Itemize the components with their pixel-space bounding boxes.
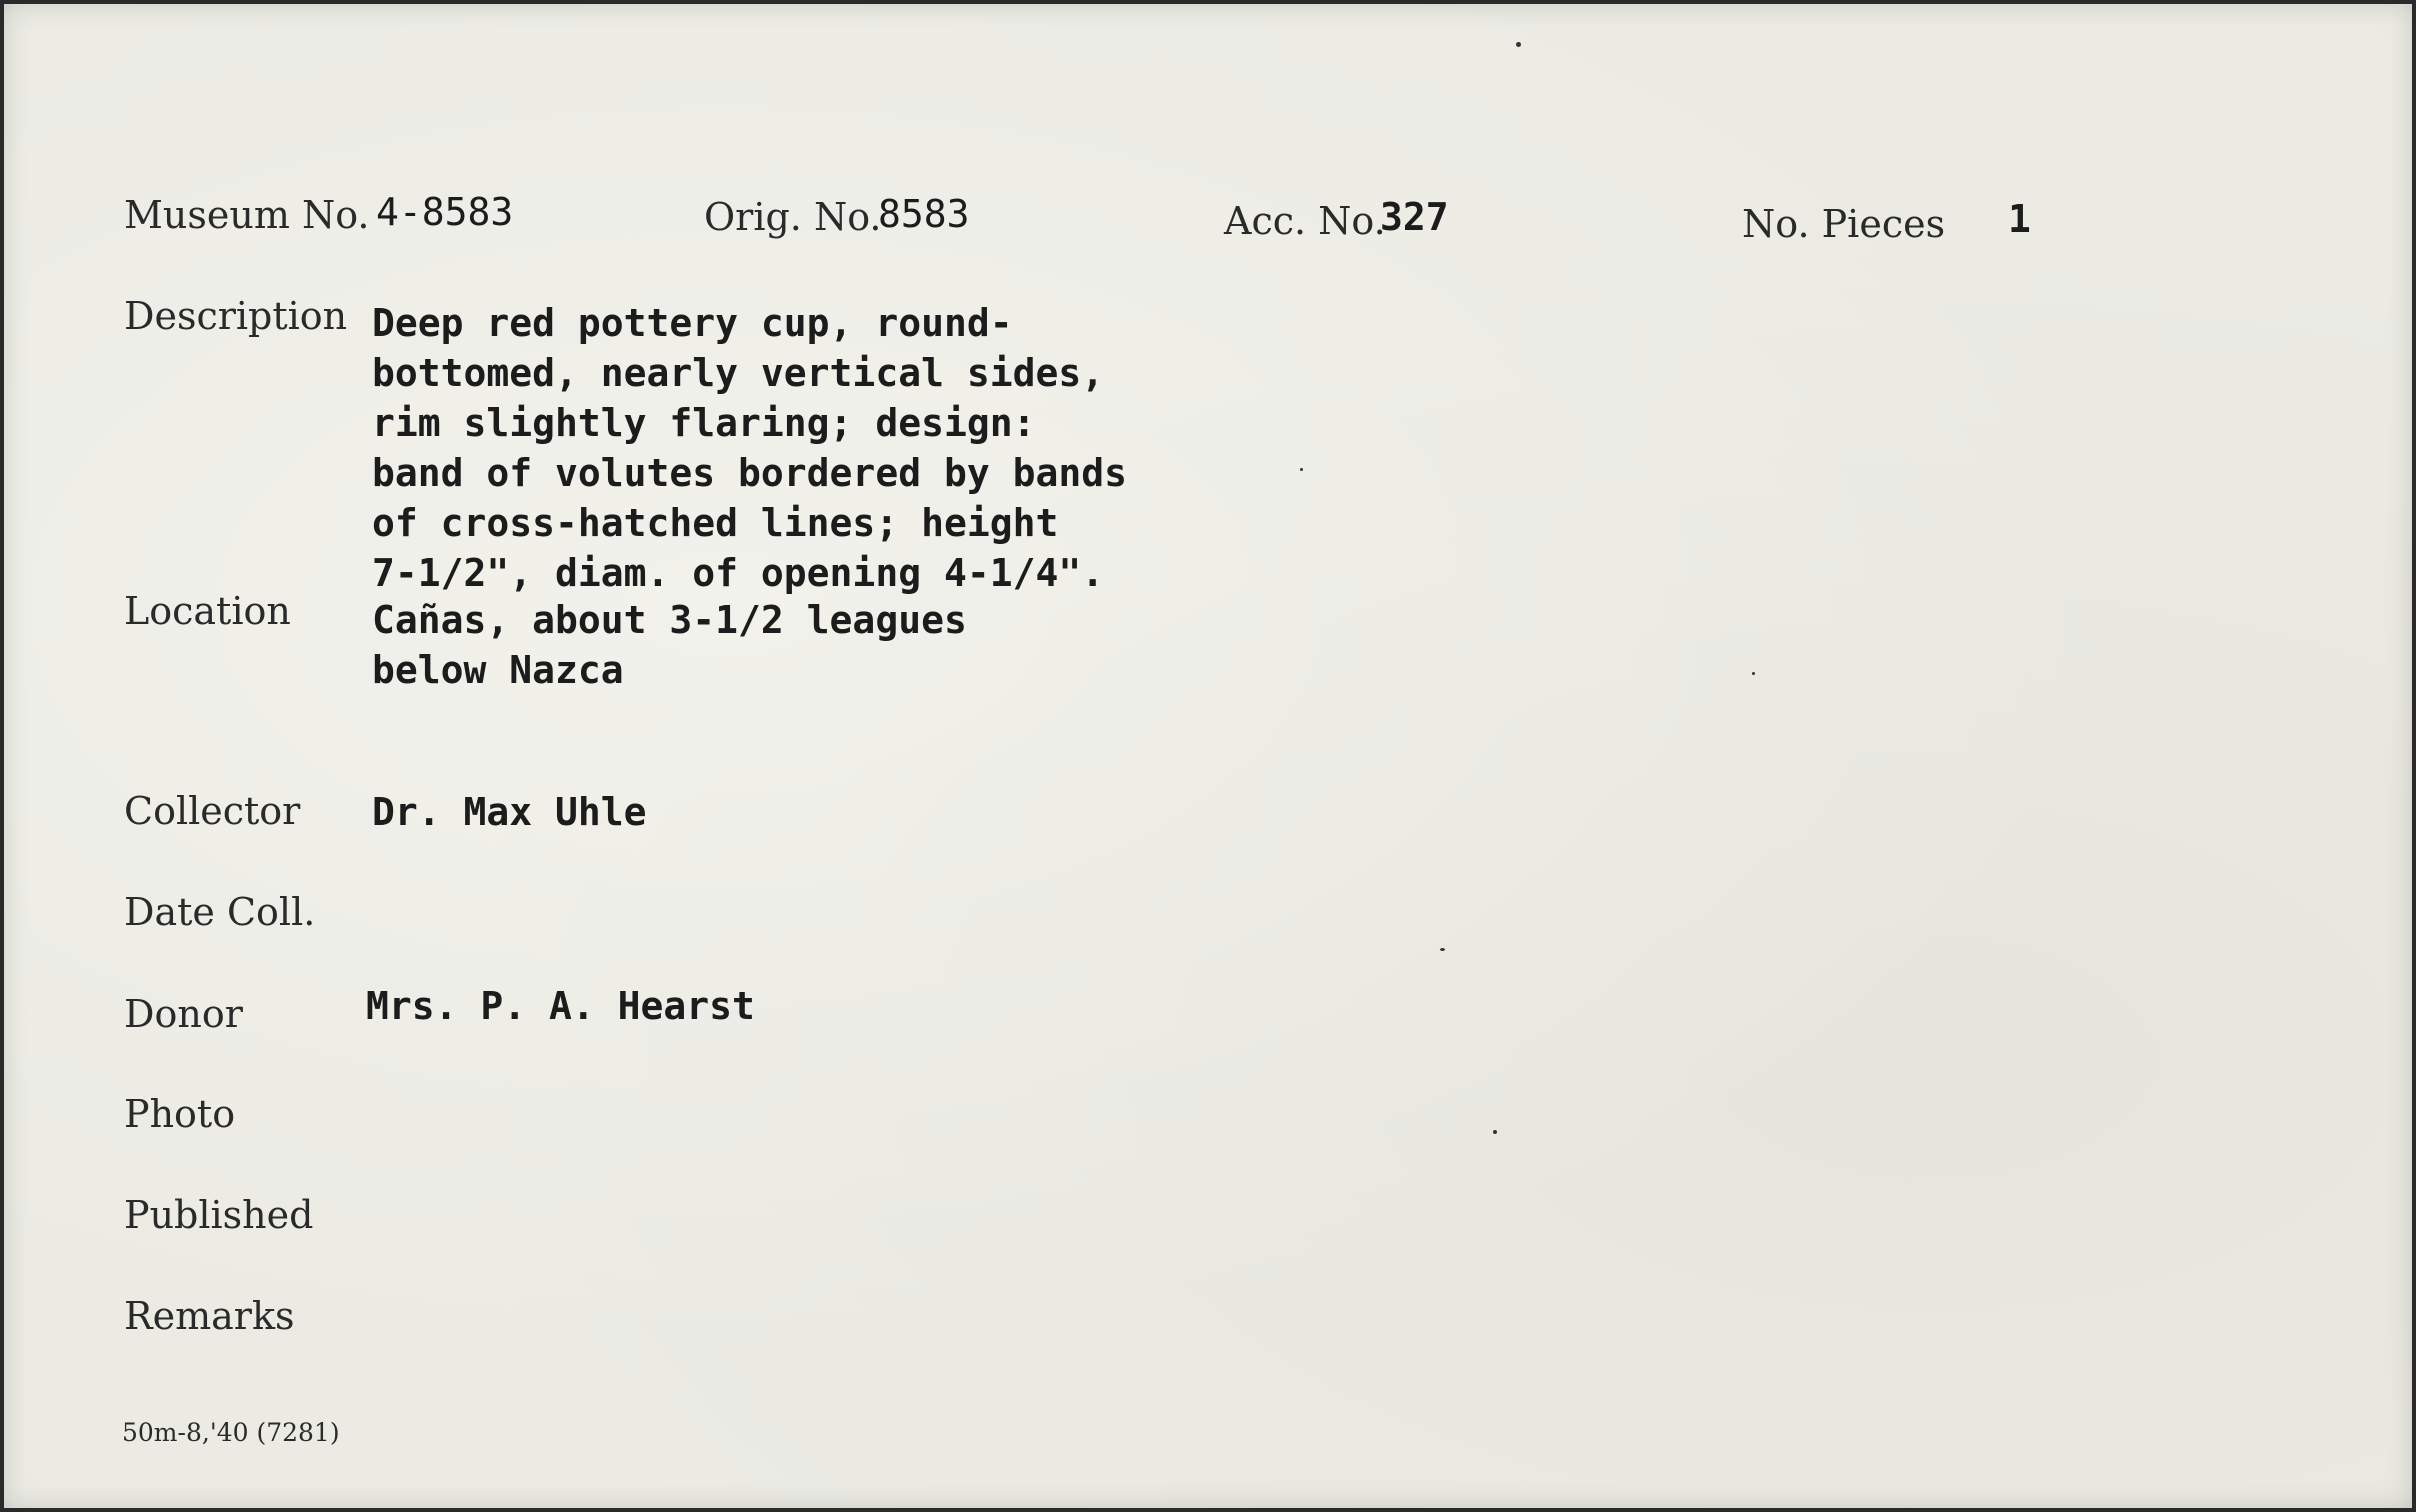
paper-speck [1752, 672, 1755, 675]
description-line: rim slightly flaring; design: [372, 401, 1036, 445]
location-label: Location [124, 589, 291, 633]
description-line: of cross-hatched lines; height [372, 501, 1059, 545]
no-pieces-value: 1 [2008, 197, 2031, 241]
location-line: below Nazca [372, 648, 624, 692]
photo-label: Photo [124, 1092, 236, 1136]
acc-no-label: Acc. No. [1224, 199, 1386, 243]
orig-no-label: Orig. No. [704, 195, 882, 239]
published-label: Published [124, 1193, 314, 1237]
no-pieces-label: No. Pieces [1742, 202, 1946, 246]
paper-speck [1493, 1130, 1497, 1134]
description-line: bottomed, nearly vertical sides, [372, 351, 1105, 395]
orig-no-value: 8583 [878, 192, 970, 236]
description-line: 7-1/2", diam. of opening 4-1/4". [372, 551, 1105, 595]
collector-label: Collector [124, 789, 301, 833]
date-coll-label: Date Coll. [124, 890, 316, 934]
location-line: Cañas, about 3-1/2 leagues [372, 598, 967, 642]
paper-speck [1300, 468, 1303, 471]
collector-value: Dr. Max Uhle [372, 790, 647, 834]
location-text [372, 595, 967, 695]
description-line: Deep red pottery cup, round- [372, 301, 1013, 345]
acc-no-value: 327 [1380, 195, 1449, 239]
description-line: band of volutes bordered by bands [372, 451, 1127, 495]
donor-label: Donor [124, 992, 243, 1036]
description-text [372, 298, 1127, 598]
donor-value: Mrs. P. A. Hearst [366, 984, 755, 1028]
paper-speck [1516, 42, 1521, 47]
museum-no-value: 4-8583 [376, 190, 514, 234]
remarks-label: Remarks [124, 1294, 295, 1338]
print-code: 50m-8,'40 (7281) [122, 1418, 340, 1447]
museum-no-label: Museum No. [124, 193, 370, 237]
description-label: Description [124, 294, 348, 338]
paper-speck [1440, 948, 1445, 951]
